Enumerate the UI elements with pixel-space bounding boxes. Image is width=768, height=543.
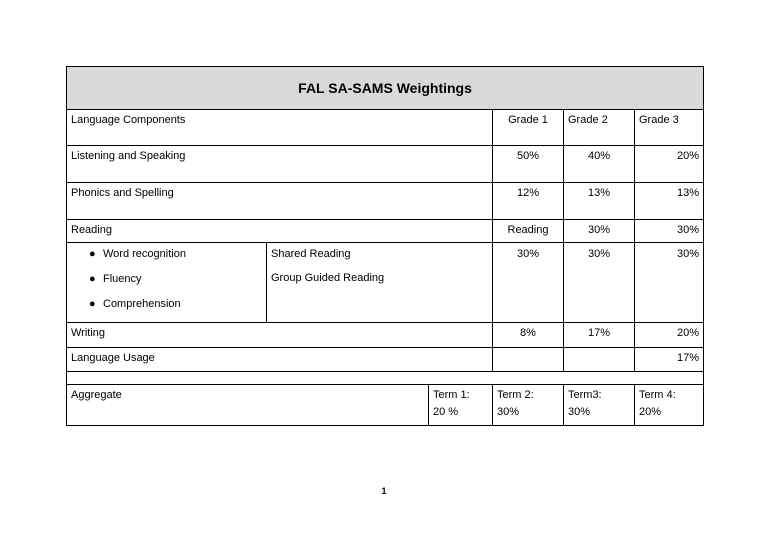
reading-types-cell bbox=[267, 243, 493, 323]
grade-3-value: 20% bbox=[635, 146, 704, 183]
term-name: Term 4: bbox=[639, 389, 676, 401]
term-name: Term3: bbox=[568, 389, 602, 401]
grade-2-header: Grade 2 bbox=[564, 110, 635, 146]
grade-2-value: 30% bbox=[564, 243, 635, 323]
header-row bbox=[67, 110, 704, 146]
table-row bbox=[67, 220, 704, 243]
grade-2-value: 17% bbox=[564, 323, 635, 348]
term-value: 20% bbox=[639, 406, 662, 418]
grade-2-value: 13% bbox=[564, 183, 635, 220]
row-label: Listening and Speaking bbox=[67, 146, 493, 183]
grade-3-value: 30% bbox=[635, 220, 704, 243]
grade-3-value: 30% bbox=[635, 243, 704, 323]
grade-1-value: 50% bbox=[493, 146, 564, 183]
row-label: Writing bbox=[67, 323, 493, 348]
table-row bbox=[67, 323, 704, 348]
term-3-cell bbox=[564, 385, 635, 426]
grade-3-header: Grade 3 bbox=[635, 110, 704, 146]
table-row bbox=[67, 183, 704, 220]
reading-skills-list bbox=[71, 247, 262, 311]
row-label: Language Usage bbox=[67, 348, 493, 372]
list-item: ● Word recognition bbox=[89, 248, 186, 260]
list-item: ● Comprehension bbox=[89, 298, 181, 310]
grade-1-value: Reading bbox=[493, 220, 564, 243]
bullet-icon: ● bbox=[89, 298, 96, 310]
grade-1-header: Grade 1 bbox=[493, 110, 564, 146]
reading-type: Shared Reading bbox=[271, 248, 351, 260]
table-row bbox=[67, 348, 704, 372]
grade-1-value bbox=[493, 348, 564, 372]
term-1-cell bbox=[429, 385, 493, 426]
table-title: FAL SA-SAMS Weightings bbox=[67, 67, 704, 110]
row-label: Reading bbox=[67, 220, 493, 243]
table-row bbox=[67, 146, 704, 183]
weightings-table bbox=[66, 66, 704, 426]
term-4-cell bbox=[635, 385, 704, 426]
grade-3-value: 13% bbox=[635, 183, 704, 220]
bullet-icon: ● bbox=[89, 273, 96, 285]
grade-3-value: 20% bbox=[635, 323, 704, 348]
aggregate-row bbox=[67, 385, 704, 426]
page-number: 1 bbox=[381, 486, 387, 496]
grade-3-value: 17% bbox=[635, 348, 704, 372]
list-item: ● Fluency bbox=[89, 273, 142, 285]
row-label: Phonics and Spelling bbox=[67, 183, 493, 220]
grade-2-value: 40% bbox=[564, 146, 635, 183]
header-label: Language Components bbox=[67, 110, 493, 146]
spacer-cell bbox=[67, 372, 704, 385]
term-name: Term 2: bbox=[497, 389, 534, 401]
grade-1-value: 12% bbox=[493, 183, 564, 220]
term-value: 30% bbox=[568, 406, 591, 418]
term-2-cell bbox=[493, 385, 564, 426]
reading-sub-row bbox=[67, 243, 704, 323]
grade-2-value: 30% bbox=[564, 220, 635, 243]
aggregate-label: Aggregate bbox=[67, 385, 429, 426]
term-value: 30% bbox=[497, 406, 520, 418]
term-value: 20 % bbox=[433, 406, 459, 418]
grade-1-value: 8% bbox=[493, 323, 564, 348]
bullet-icon: ● bbox=[89, 248, 96, 260]
reading-bullets-cell bbox=[67, 243, 267, 323]
grade-1-value: 30% bbox=[493, 243, 564, 323]
title-row bbox=[67, 67, 704, 110]
grade-2-value bbox=[564, 348, 635, 372]
term-name: Term 1: bbox=[433, 389, 470, 401]
spacer-row bbox=[67, 372, 704, 385]
reading-type: Group Guided Reading bbox=[271, 272, 385, 284]
